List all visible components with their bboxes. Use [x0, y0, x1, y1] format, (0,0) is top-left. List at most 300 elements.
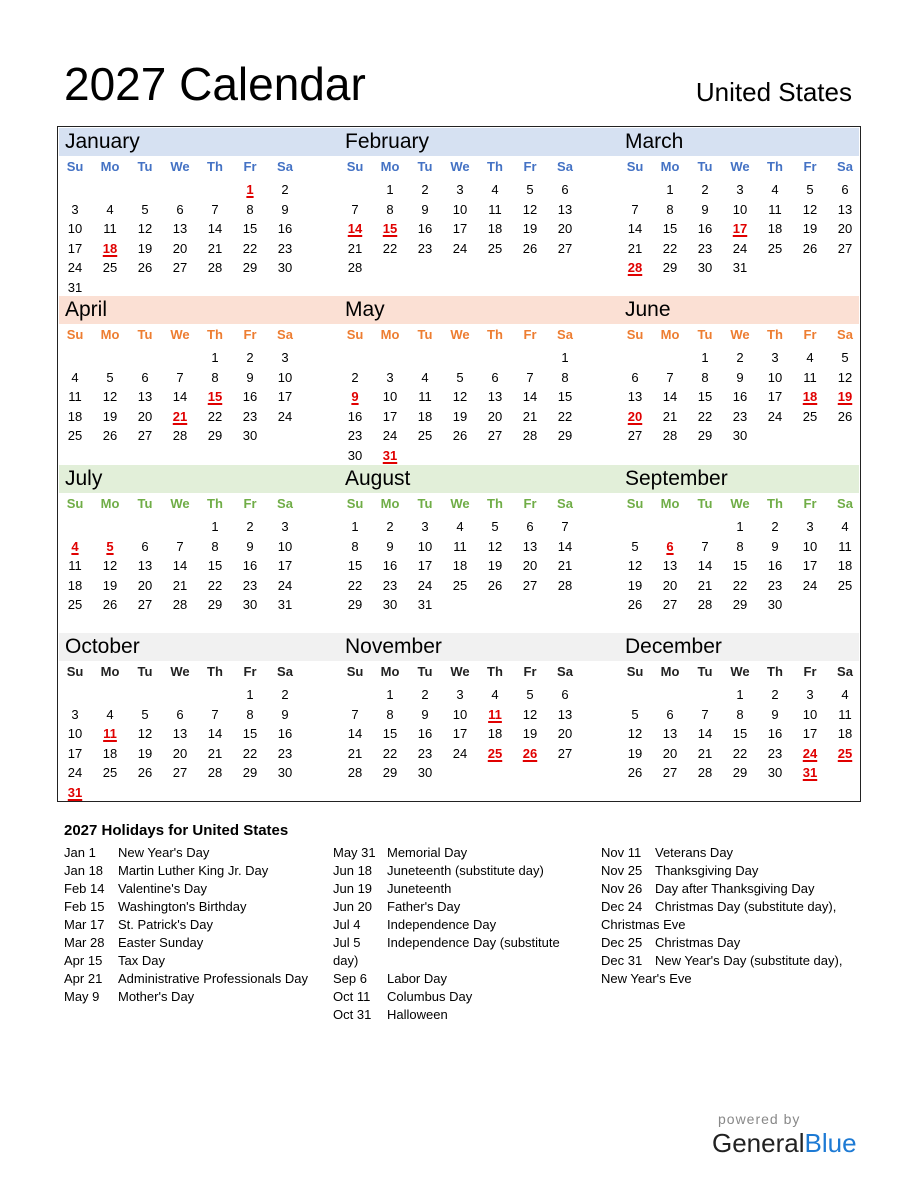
day-cell[interactable]: 30 [382, 597, 398, 612]
day-cell[interactable]: 6 [176, 201, 184, 217]
day-cell[interactable]: 26 [627, 597, 643, 612]
day-cell[interactable]: 6 [631, 369, 639, 385]
day-cell[interactable]: 8 [386, 706, 394, 722]
day-cell[interactable]: 16 [767, 726, 783, 741]
day-cell[interactable]: 15 [382, 726, 398, 741]
day-cell[interactable]: 15 [697, 389, 713, 404]
day-cell[interactable]: 9 [281, 706, 289, 722]
day-cell[interactable]: 23 [417, 745, 433, 761]
day-cell[interactable]: 15 [242, 221, 258, 236]
day-cell[interactable]: 23 [417, 240, 433, 256]
day-cell[interactable]: 1 [211, 350, 219, 365]
day-cell[interactable]: 24 [277, 577, 293, 593]
day-cell[interactable]: 7 [351, 706, 359, 722]
day-cell[interactable]: 10 [417, 538, 433, 554]
holiday-day-cell[interactable]: 21 [172, 408, 188, 424]
day-cell[interactable]: 25 [102, 765, 118, 780]
day-cell[interactable]: 12 [627, 558, 643, 573]
day-cell[interactable]: 29 [557, 428, 573, 443]
day-cell[interactable]: 13 [137, 389, 153, 404]
day-cell[interactable]: 7 [631, 201, 639, 217]
day-cell[interactable]: 27 [837, 240, 853, 256]
holiday-day-cell[interactable]: 14 [347, 221, 363, 236]
day-cell[interactable]: 23 [347, 428, 363, 443]
day-cell[interactable]: 10 [732, 201, 748, 217]
day-cell[interactable]: 28 [662, 428, 678, 443]
day-cell[interactable]: 30 [767, 597, 783, 612]
day-cell[interactable]: 4 [71, 369, 79, 385]
day-cell[interactable]: 6 [666, 706, 674, 722]
day-cell[interactable]: 4 [771, 182, 779, 197]
day-cell[interactable]: 25 [802, 408, 818, 424]
day-cell[interactable]: 16 [767, 558, 783, 573]
day-cell[interactable]: 21 [522, 408, 538, 424]
day-cell[interactable]: 3 [281, 350, 289, 365]
day-cell[interactable]: 3 [386, 369, 394, 385]
day-cell[interactable]: 9 [421, 706, 429, 722]
day-cell[interactable]: 17 [767, 389, 783, 404]
day-cell[interactable]: 30 [417, 765, 433, 780]
day-cell[interactable]: 10 [382, 389, 398, 404]
day-cell[interactable]: 18 [487, 221, 503, 236]
brand-logo[interactable] [712, 1127, 857, 1159]
day-cell[interactable]: 19 [137, 240, 153, 256]
day-cell[interactable]: 25 [837, 577, 853, 593]
day-cell[interactable]: 26 [452, 428, 468, 443]
day-cell[interactable]: 30 [767, 765, 783, 780]
day-cell[interactable]: 31 [67, 279, 83, 295]
day-cell[interactable]: 18 [837, 726, 853, 741]
day-cell[interactable]: 24 [67, 260, 83, 275]
day-cell[interactable]: 21 [347, 240, 363, 256]
day-cell[interactable]: 9 [736, 369, 744, 385]
day-cell[interactable]: 8 [246, 201, 254, 217]
day-cell[interactable]: 7 [526, 369, 534, 385]
day-cell[interactable]: 24 [67, 765, 83, 780]
day-cell[interactable]: 17 [382, 408, 398, 424]
day-cell[interactable]: 2 [736, 350, 744, 365]
day-cell[interactable]: 3 [421, 519, 429, 534]
day-cell[interactable]: 3 [456, 687, 464, 702]
day-cell[interactable]: 2 [771, 519, 779, 534]
day-cell[interactable]: 4 [421, 369, 429, 385]
day-cell[interactable]: 9 [771, 706, 779, 722]
day-cell[interactable]: 7 [211, 201, 219, 217]
day-cell[interactable]: 10 [802, 706, 818, 722]
day-cell[interactable]: 5 [491, 519, 499, 534]
day-cell[interactable]: 9 [246, 369, 254, 385]
day-cell[interactable]: 1 [386, 182, 394, 197]
day-cell[interactable]: 1 [736, 519, 744, 534]
day-cell[interactable]: 5 [141, 201, 149, 217]
day-cell[interactable]: 9 [386, 538, 394, 554]
day-cell[interactable]: 11 [68, 558, 82, 573]
day-cell[interactable]: 28 [697, 765, 713, 780]
day-cell[interactable]: 23 [767, 745, 783, 761]
day-cell[interactable]: 28 [172, 428, 188, 443]
day-cell[interactable]: 19 [452, 408, 468, 424]
day-cell[interactable]: 30 [277, 260, 293, 275]
day-cell[interactable]: 15 [662, 221, 678, 236]
day-cell[interactable]: 23 [242, 577, 258, 593]
day-cell[interactable]: 6 [561, 687, 569, 702]
day-cell[interactable]: 6 [561, 182, 569, 197]
day-cell[interactable]: 12 [627, 726, 643, 741]
day-cell[interactable]: 20 [487, 408, 503, 424]
day-cell[interactable]: 11 [103, 221, 117, 236]
day-cell[interactable]: 10 [277, 369, 293, 385]
day-cell[interactable]: 20 [137, 577, 153, 593]
day-cell[interactable]: 20 [557, 726, 573, 741]
day-cell[interactable]: 25 [452, 577, 468, 593]
day-cell[interactable]: 7 [701, 706, 709, 722]
day-cell[interactable]: 4 [106, 706, 114, 722]
day-cell[interactable]: 8 [246, 706, 254, 722]
day-cell[interactable]: 5 [526, 182, 534, 197]
day-cell[interactable]: 1 [701, 350, 709, 365]
day-cell[interactable]: 3 [281, 519, 289, 534]
day-cell[interactable]: 24 [452, 240, 468, 256]
day-cell[interactable]: 21 [172, 577, 188, 593]
day-cell[interactable]: 17 [277, 558, 293, 573]
day-cell[interactable]: 11 [768, 201, 782, 217]
day-cell[interactable]: 19 [627, 577, 643, 593]
day-cell[interactable]: 9 [421, 201, 429, 217]
day-cell[interactable]: 14 [557, 538, 573, 554]
day-cell[interactable]: 12 [452, 389, 468, 404]
day-cell[interactable]: 25 [67, 428, 83, 443]
day-cell[interactable]: 1 [736, 687, 744, 702]
day-cell[interactable]: 19 [102, 577, 118, 593]
day-cell[interactable]: 22 [382, 745, 398, 761]
day-cell[interactable]: 14 [207, 726, 223, 741]
day-cell[interactable]: 17 [67, 745, 83, 761]
day-cell[interactable]: 28 [172, 597, 188, 612]
day-cell[interactable]: 16 [242, 558, 258, 573]
day-cell[interactable]: 4 [841, 687, 849, 702]
holiday-day-cell[interactable]: 17 [732, 221, 748, 236]
day-cell[interactable]: 29 [207, 597, 223, 612]
day-cell[interactable]: 16 [732, 389, 748, 404]
day-cell[interactable]: 9 [701, 201, 709, 217]
day-cell[interactable]: 16 [417, 221, 433, 236]
day-cell[interactable]: 26 [837, 408, 853, 424]
holiday-day-cell[interactable]: 4 [71, 538, 79, 554]
day-cell[interactable]: 17 [802, 558, 818, 573]
day-cell[interactable]: 31 [732, 260, 748, 275]
holiday-day-cell[interactable]: 25 [487, 745, 503, 761]
day-cell[interactable]: 28 [347, 260, 363, 275]
day-cell[interactable]: 30 [697, 260, 713, 275]
day-cell[interactable]: 27 [522, 577, 538, 593]
day-cell[interactable]: 22 [662, 240, 678, 256]
day-cell[interactable]: 28 [522, 428, 538, 443]
day-cell[interactable]: 27 [662, 765, 678, 780]
day-cell[interactable]: 24 [767, 408, 783, 424]
holiday-day-cell[interactable]: 31 [382, 447, 398, 463]
day-cell[interactable]: 5 [106, 369, 114, 385]
day-cell[interactable]: 17 [417, 558, 433, 573]
day-cell[interactable]: 27 [137, 428, 153, 443]
holiday-day-cell[interactable]: 18 [102, 240, 118, 256]
day-cell[interactable]: 17 [452, 726, 468, 741]
day-cell[interactable]: 6 [176, 706, 184, 722]
day-cell[interactable]: 22 [347, 577, 363, 593]
day-cell[interactable]: 29 [732, 597, 748, 612]
day-cell[interactable]: 6 [141, 369, 149, 385]
holiday-day-cell[interactable]: 20 [627, 408, 643, 424]
day-cell[interactable]: 20 [662, 745, 678, 761]
day-cell[interactable]: 10 [67, 221, 83, 236]
day-cell[interactable]: 28 [347, 765, 363, 780]
day-cell[interactable]: 27 [172, 260, 188, 275]
day-cell[interactable]: 26 [102, 428, 118, 443]
day-cell[interactable]: 15 [732, 558, 748, 573]
day-cell[interactable]: 20 [137, 408, 153, 424]
holiday-day-cell[interactable]: 26 [522, 745, 538, 761]
day-cell[interactable]: 25 [487, 240, 503, 256]
day-cell[interactable]: 13 [627, 389, 643, 404]
holiday-day-cell[interactable]: 28 [627, 260, 643, 275]
day-cell[interactable]: 21 [207, 240, 223, 256]
day-cell[interactable]: 11 [838, 538, 852, 554]
day-cell[interactable]: 11 [838, 706, 852, 722]
day-cell[interactable]: 20 [557, 221, 573, 236]
day-cell[interactable]: 1 [211, 519, 219, 534]
day-cell[interactable]: 1 [246, 687, 254, 702]
day-cell[interactable]: 18 [102, 745, 118, 761]
holiday-day-cell[interactable]: 31 [802, 765, 818, 780]
day-cell[interactable]: 9 [771, 538, 779, 554]
holiday-day-cell[interactable]: 15 [207, 389, 223, 404]
day-cell[interactable]: 17 [452, 221, 468, 236]
day-cell[interactable]: 14 [627, 221, 643, 236]
day-cell[interactable]: 12 [102, 558, 118, 573]
day-cell[interactable]: 30 [347, 447, 363, 463]
day-cell[interactable]: 3 [71, 201, 79, 217]
day-cell[interactable]: 19 [137, 745, 153, 761]
day-cell[interactable]: 27 [627, 428, 643, 443]
day-cell[interactable]: 5 [841, 350, 849, 365]
holiday-day-cell[interactable]: 15 [382, 221, 398, 236]
day-cell[interactable]: 15 [242, 726, 258, 741]
day-cell[interactable]: 13 [172, 726, 188, 741]
holiday-day-cell[interactable]: 25 [837, 745, 853, 761]
day-cell[interactable]: 1 [666, 182, 674, 197]
day-cell[interactable]: 16 [382, 558, 398, 573]
day-cell[interactable]: 20 [522, 558, 538, 573]
day-cell[interactable]: 6 [526, 519, 534, 534]
day-cell[interactable]: 18 [837, 558, 853, 573]
day-cell[interactable]: 8 [386, 201, 394, 217]
day-cell[interactable]: 29 [697, 428, 713, 443]
day-cell[interactable]: 19 [522, 221, 538, 236]
day-cell[interactable]: 23 [767, 577, 783, 593]
day-cell[interactable]: 7 [701, 538, 709, 554]
day-cell[interactable]: 12 [487, 538, 503, 554]
day-cell[interactable]: 27 [137, 597, 153, 612]
day-cell[interactable]: 17 [277, 389, 293, 404]
day-cell[interactable]: 29 [382, 765, 398, 780]
day-cell[interactable]: 20 [837, 221, 853, 236]
day-cell[interactable]: 2 [351, 369, 359, 385]
day-cell[interactable]: 7 [176, 369, 184, 385]
day-cell[interactable]: 1 [561, 350, 569, 365]
day-cell[interactable]: 26 [522, 240, 538, 256]
day-cell[interactable]: 4 [841, 519, 849, 534]
day-cell[interactable]: 26 [802, 240, 818, 256]
day-cell[interactable]: 8 [666, 201, 674, 217]
day-cell[interactable]: 12 [102, 389, 118, 404]
day-cell[interactable]: 5 [456, 369, 464, 385]
day-cell[interactable]: 30 [732, 428, 748, 443]
day-cell[interactable]: 10 [767, 369, 783, 385]
day-cell[interactable]: 1 [386, 687, 394, 702]
day-cell[interactable]: 8 [561, 369, 569, 385]
day-cell[interactable]: 23 [697, 240, 713, 256]
day-cell[interactable]: 3 [806, 519, 814, 534]
day-cell[interactable]: 2 [281, 182, 289, 197]
day-cell[interactable]: 28 [207, 260, 223, 275]
day-cell[interactable]: 7 [211, 706, 219, 722]
day-cell[interactable]: 16 [417, 726, 433, 741]
day-cell[interactable]: 31 [417, 597, 433, 612]
day-cell[interactable]: 2 [281, 687, 289, 702]
day-cell[interactable]: 25 [417, 428, 433, 443]
day-cell[interactable]: 10 [277, 538, 293, 554]
day-cell[interactable]: 18 [452, 558, 468, 573]
day-cell[interactable]: 23 [277, 240, 293, 256]
day-cell[interactable]: 23 [242, 408, 258, 424]
day-cell[interactable]: 29 [242, 765, 258, 780]
day-cell[interactable]: 10 [452, 706, 468, 722]
day-cell[interactable]: 15 [207, 558, 223, 573]
day-cell[interactable]: 18 [487, 726, 503, 741]
day-cell[interactable]: 14 [697, 726, 713, 741]
day-cell[interactable]: 27 [557, 240, 573, 256]
day-cell[interactable]: 22 [382, 240, 398, 256]
day-cell[interactable]: 29 [207, 428, 223, 443]
day-cell[interactable]: 13 [172, 221, 188, 236]
day-cell[interactable]: 28 [697, 597, 713, 612]
day-cell[interactable]: 18 [67, 408, 83, 424]
day-cell[interactable]: 12 [137, 726, 153, 741]
day-cell[interactable]: 8 [211, 369, 219, 385]
day-cell[interactable]: 14 [347, 726, 363, 741]
day-cell[interactable]: 26 [137, 765, 153, 780]
day-cell[interactable]: 21 [697, 745, 713, 761]
day-cell[interactable]: 26 [487, 577, 503, 593]
day-cell[interactable]: 24 [802, 577, 818, 593]
day-cell[interactable]: 8 [736, 538, 744, 554]
day-cell[interactable]: 19 [522, 726, 538, 741]
day-cell[interactable]: 31 [277, 597, 293, 612]
day-cell[interactable]: 12 [837, 369, 853, 385]
day-cell[interactable]: 21 [627, 240, 643, 256]
day-cell[interactable]: 8 [701, 369, 709, 385]
day-cell[interactable]: 5 [141, 706, 149, 722]
day-cell[interactable]: 21 [347, 745, 363, 761]
day-cell[interactable]: 14 [207, 221, 223, 236]
day-cell[interactable]: 13 [837, 201, 853, 217]
day-cell[interactable]: 23 [382, 577, 398, 593]
day-cell[interactable]: 11 [453, 538, 467, 554]
day-cell[interactable]: 9 [246, 538, 254, 554]
day-cell[interactable]: 16 [697, 221, 713, 236]
day-cell[interactable]: 24 [382, 428, 398, 443]
day-cell[interactable]: 8 [736, 706, 744, 722]
day-cell[interactable]: 7 [351, 201, 359, 217]
day-cell[interactable]: 29 [242, 260, 258, 275]
day-cell[interactable]: 6 [491, 369, 499, 385]
day-cell[interactable]: 27 [487, 428, 503, 443]
day-cell[interactable]: 21 [662, 408, 678, 424]
day-cell[interactable]: 24 [732, 240, 748, 256]
day-cell[interactable]: 7 [561, 519, 569, 534]
day-cell[interactable]: 22 [207, 408, 223, 424]
day-cell[interactable]: 6 [841, 182, 849, 197]
holiday-day-cell[interactable]: 5 [106, 538, 114, 554]
day-cell[interactable]: 20 [172, 745, 188, 761]
day-cell[interactable]: 19 [802, 221, 818, 236]
day-cell[interactable]: 13 [557, 201, 573, 217]
day-cell[interactable]: 15 [347, 558, 363, 573]
day-cell[interactable]: 4 [456, 519, 464, 534]
holiday-day-cell[interactable]: 6 [666, 538, 674, 554]
day-cell[interactable]: 30 [277, 765, 293, 780]
day-cell[interactable]: 12 [802, 201, 818, 217]
day-cell[interactable]: 20 [172, 240, 188, 256]
holiday-day-cell[interactable]: 31 [67, 784, 83, 800]
day-cell[interactable]: 8 [351, 538, 359, 554]
day-cell[interactable]: 29 [662, 260, 678, 275]
day-cell[interactable]: 7 [666, 369, 674, 385]
day-cell[interactable]: 2 [421, 687, 429, 702]
day-cell[interactable]: 2 [246, 519, 254, 534]
holiday-day-cell[interactable]: 24 [802, 745, 818, 761]
day-cell[interactable]: 3 [806, 687, 814, 702]
day-cell[interactable]: 22 [242, 745, 258, 761]
day-cell[interactable]: 18 [417, 408, 433, 424]
holiday-day-cell[interactable]: 11 [488, 706, 502, 722]
day-cell[interactable]: 15 [557, 389, 573, 404]
day-cell[interactable]: 22 [207, 577, 223, 593]
day-cell[interactable]: 14 [172, 389, 188, 404]
holiday-day-cell[interactable]: 1 [246, 182, 254, 197]
day-cell[interactable]: 3 [771, 350, 779, 365]
day-cell[interactable]: 25 [767, 240, 783, 256]
day-cell[interactable]: 25 [102, 260, 118, 275]
day-cell[interactable]: 22 [732, 745, 748, 761]
day-cell[interactable]: 13 [137, 558, 153, 573]
day-cell[interactable]: 21 [557, 558, 573, 573]
day-cell[interactable]: 11 [418, 389, 432, 404]
holiday-day-cell[interactable]: 18 [802, 389, 818, 404]
day-cell[interactable]: 22 [557, 408, 573, 424]
day-cell[interactable]: 14 [697, 558, 713, 573]
day-cell[interactable]: 3 [71, 706, 79, 722]
day-cell[interactable]: 27 [662, 597, 678, 612]
day-cell[interactable]: 2 [246, 350, 254, 365]
day-cell[interactable]: 30 [242, 428, 258, 443]
holiday-day-cell[interactable]: 9 [351, 389, 359, 404]
day-cell[interactable]: 5 [806, 182, 814, 197]
day-cell[interactable]: 10 [67, 726, 83, 741]
holiday-day-cell[interactable]: 11 [103, 726, 117, 741]
day-cell[interactable]: 5 [631, 538, 639, 554]
day-cell[interactable]: 23 [277, 745, 293, 761]
day-cell[interactable]: 12 [522, 201, 538, 217]
